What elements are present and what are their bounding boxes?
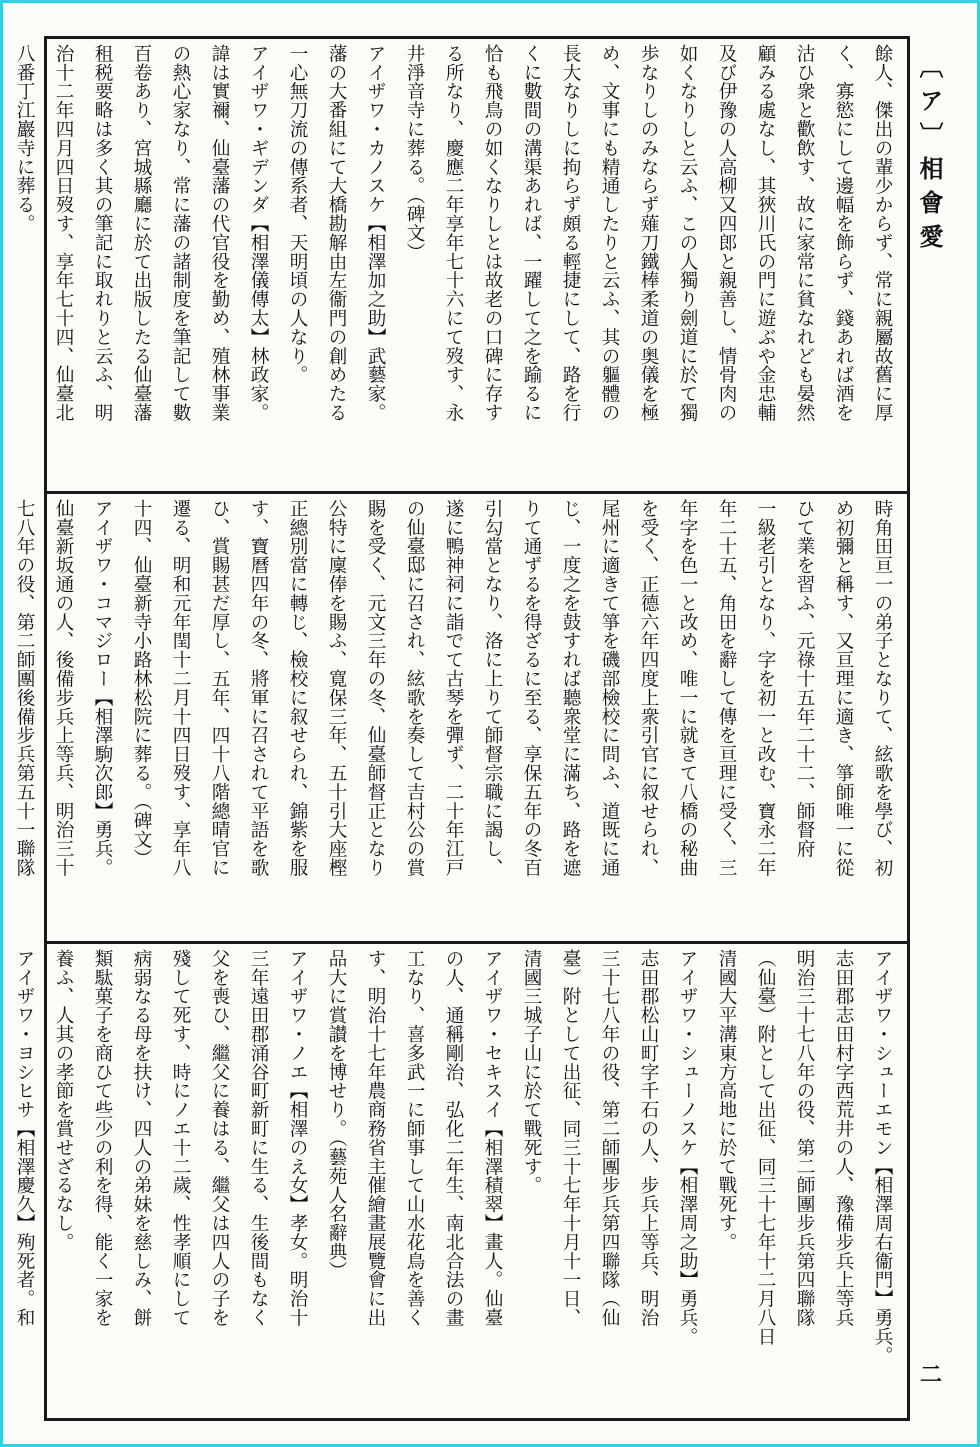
text-column: 藩の大番組にて大橋勘解由左衞門の創めたる	[326, 44, 347, 422]
text-column: を受く、正德六年四度上衆引官に叙せられ、	[638, 499, 659, 877]
text-column: 三十七八年の役、第二師團步兵第四聯隊（仙	[599, 949, 620, 1327]
text-column: 遷る、明和元年閏十二月十四日歿す、享年八	[170, 499, 191, 877]
text-column: 如くなりしと云ふ、この人獨り劍道に於て獨	[677, 44, 698, 422]
text-band-bottom	[14, 949, 902, 1415]
text-column: 時角田亘一の弟子となりて、絃歌を學び、初	[872, 499, 893, 877]
text-column: る所なり、慶應二年享年七十六にて歿す、永	[443, 44, 464, 422]
text-column: 長大なりしに拘らず頗る輕捷にして、路を行	[560, 44, 581, 422]
text-column: 百卷あり、宮城縣廳に於て出版したる仙臺藩	[131, 44, 152, 422]
text-column: 賜を受く、元文三年の冬、仙臺師督正となり	[365, 499, 386, 877]
text-column: 殘して死す、時にノエ十二歲、性孝順にして	[170, 949, 191, 1327]
text-column: アイザワ・セキスイ【相澤積翠】畫人。仙臺	[482, 949, 503, 1327]
text-column: 一級老引となり、字を初一と改む、寶永二年	[755, 499, 776, 877]
text-column: 引勾當となり、洛に上りて師督宗職に謁し、	[482, 499, 503, 877]
running-head: 〔ア〕相會愛	[915, 54, 944, 258]
text-column: 養ふ、人其の孝節を賞せざるなし。	[53, 949, 74, 1252]
text-column: くに數間の溝渠あれば、一躍して之を踰るに	[521, 44, 542, 422]
text-column: の熱心家なり、常に藩の諸制度を筆記して數	[170, 44, 191, 422]
text-column: 年二十五、角田を辭して傳を亘理に受く、三	[716, 499, 737, 877]
text-column: ひて業を習ふ、元祿十五年二十二、師督府	[794, 499, 815, 859]
text-column: アイザワ・カノスケ【相澤加之助】武藝家。	[365, 44, 386, 422]
text-column: アイザワ・ノエ【相澤のえ女】孝女。明治十	[287, 949, 308, 1327]
text-column: め初彌と稱す、又亘理に適き、箏師唯一に從	[833, 499, 854, 877]
text-column: りて通ずるを得ざるに至る、享保五年の冬百	[521, 499, 542, 877]
text-column: 租税要略は多く其の筆記に取れりと云ふ、明	[92, 44, 113, 422]
text-column: 正總別當に轉じ、檢校に叙せられ、錦紫を服	[287, 499, 308, 877]
text-column: 沽ひ衆と歡飲す、故に家常に貧なれども晏然	[794, 44, 815, 422]
text-column: 年字を色一と改め、唯一に就きて八橋の秘曲	[677, 499, 698, 877]
text-column: （仙臺）附として出征、同三十七年十二月八日	[755, 949, 776, 1346]
text-column: 品大に賞讃を博せり。（藝苑人名辭典）	[326, 949, 347, 1280]
text-column: 類駄菓子を商ひて些少の利を得、能く一家を	[92, 949, 113, 1327]
text-column: 諱は實禰、仙臺藩の代官役を勤め、殖林事業	[209, 44, 230, 422]
text-column: の仙臺邸に召され、絃歌を奏して吉村公の賞	[404, 499, 425, 877]
text-column: 清國大平溝東方高地に於て戰死す。	[716, 949, 737, 1252]
text-column: め、文事にも精通したりと云ふ、其の軀體の	[599, 44, 620, 422]
text-column: 清國三城子山に於て戰死す。	[521, 949, 542, 1195]
text-column: アイザワ・ギデンダ【相澤儀傳太】林政家。	[248, 44, 269, 422]
text-column: アイザワ・コマジロー【相澤駒次郎】勇兵。	[92, 499, 113, 877]
band-divider-1	[44, 491, 910, 494]
text-column: す、明治十七年農商務省主催繪畫展覽會に出	[365, 949, 386, 1327]
text-column: 治十二年四月四日歿す、享年七十四、仙臺北	[53, 44, 74, 422]
text-column: ひ、賞賜甚だ厚し、五年、四十八階總晴官に	[209, 499, 230, 877]
text-column: 餘人、傑出の輩少からず、常に親屬故舊に厚	[872, 44, 893, 422]
text-column: アイザワ・シューエモン【相澤周右衞門】勇兵。	[872, 949, 893, 1365]
page-number: 二	[920, 1362, 943, 1388]
band-divider-2	[44, 941, 910, 944]
text-column: 志田郡志田村字西荒井の人、豫備步兵上等兵	[833, 949, 854, 1327]
text-band-top	[14, 44, 902, 484]
text-column: 歩なりしのみならず薙刀鐵棒柔道の奥儀を極	[638, 44, 659, 422]
text-column: 十四、仙臺新寺小路林松院に葬る。（碑文）	[131, 499, 152, 868]
text-band-middle	[14, 499, 902, 935]
text-column: 八番丁江巖寺に葬る。	[14, 44, 35, 233]
text-column: 井淨音寺に葬る。（碑文）	[404, 44, 425, 262]
text-column: の人、通稱剛治、弘化二年生、南北合法の畫	[443, 949, 464, 1327]
text-column: 尾州に適きて箏を磯部檢校に問ふ、道既に通	[599, 499, 620, 877]
text-column: 臺）附として出征、同三十七年十月十一日、	[560, 949, 581, 1327]
text-column: く、寡慾にして邊幅を飾らず、錢あれば酒を	[833, 44, 854, 422]
text-column: 工なり、喜多武一に師事して山水花鳥を善く	[404, 949, 425, 1327]
text-column: 志田郡松山町字千石の人、步兵上等兵、明治	[638, 949, 659, 1327]
text-column: 及び伊豫の人高柳又四郎と親善し、情骨肉の	[716, 44, 737, 422]
text-column: 恰も飛鳥の如くなりしとは故老の口碑に存す	[482, 44, 503, 422]
text-column: 明治三十七八年の役、第二師團步兵第四聯隊	[794, 949, 815, 1327]
text-column: アイザワ・ヨシヒサ【相澤慶久】殉死者。和	[14, 949, 35, 1327]
text-column: じ、一度之を鼓すれば聽衆堂に滿ち、路を遮	[560, 499, 581, 877]
text-column: 三年遠田郡涌谷町新町に生る、生後間もなく	[248, 949, 269, 1327]
text-column: 遂に鴨神祠に詣でて古琴を彈ず、二十年江戸	[443, 499, 464, 877]
text-column: 公特に廩俸を賜ふ、寛保三年、五十引大座樫	[326, 499, 347, 877]
text-column: アイザワ・シューノスケ【相澤周之助】勇兵。	[677, 949, 698, 1346]
text-column: す、寶曆四年の冬、將軍に召されて平語を歌	[248, 499, 269, 877]
text-column: 七八年の役、第二師團後備步兵第五十一聯隊	[14, 499, 35, 877]
text-column: 一心無刀流の傳系者、天明頃の人なり。	[287, 44, 308, 385]
text-column: 病弱なる母を扶け、四人の弟妹を慈しみ、餅	[131, 949, 152, 1327]
text-column: 父を喪ひ、繼父に養はる、繼父は四人の子を	[209, 949, 230, 1327]
text-column: 仙臺新坂通の人、後備步兵上等兵、明治三十	[53, 499, 74, 877]
text-column: 顧みる處なし、其狹川氏の門に遊ぶや金忠輔	[755, 44, 776, 422]
